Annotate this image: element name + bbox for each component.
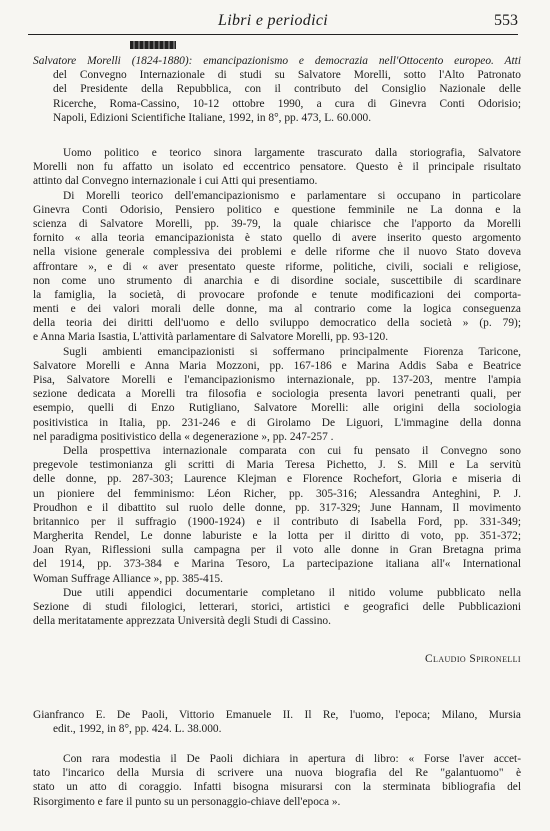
- body-line: Joan Ryan, Riflessioni sulla campagna per il voto alle donne in Gran Bretagna prima: [33, 544, 521, 557]
- review1-signature-block: [33, 652, 521, 666]
- citation-line: Salvatore Morelli (1824-1880): emancipazionismo e democrazia nell'Ottocento europeo. Atti: [33, 55, 521, 67]
- review2-body: [33, 752, 521, 809]
- body-line: nella visione generale complessiva dei problemi e delle riforme che il nuovo Stato doveva: [33, 246, 521, 259]
- body-line: attinto dal Convegno internazionale i cui Atti qui presentiamo.: [33, 175, 318, 188]
- body-line: della meritatamente apprezzata Università degli Studi di Cassino.: [33, 615, 331, 628]
- body-line: Ginevra Conti Odorisio, Pensiero politico e questione femminile ne La donna e la: [33, 203, 521, 216]
- body-line: Sugli ambienti emancipazionisti si soffermano principalmente Fiorenza Taricone,: [63, 345, 521, 358]
- body-line: Della prospettiva internazionale comparata con cui fu pensato il Convegno sono: [63, 444, 521, 457]
- body-line: menti e dei valori morali delle donne, ma al contrario come la logica conseguenza: [33, 303, 521, 316]
- body-line: esempio, quelli di Enzo Rutigliano, Salvatore Morelli: alle origini della sociologia: [33, 402, 521, 415]
- body-line: delle donne, pp. 287-303; Laurence Klejman e Florence Rochefort, Gloria e miseria di: [33, 473, 521, 486]
- running-header: [28, 12, 518, 34]
- body-line: non come uno strumento di anarchia e di disordine sociale, suscettibile di scardinare: [33, 274, 521, 287]
- body-line: un pioniere del femminismo: Léon Richer, pp. 305-316; Alessandra Anteghini, P. J.: [33, 487, 521, 500]
- body-line: Uomo politico e teorico sinora largamente trascurato dalla storiografia, Salvatore: [63, 147, 521, 159]
- body-line: scienza di Salvatore Morelli, pp. 39-79, la quale chiarisce che l'apporto da Morelli: [33, 217, 521, 230]
- body-line: fornito « alla teoria emancipazionista è stato quello di avere inserito questo argomento: [33, 232, 521, 245]
- body-line: pregevole testimonianza gli scritti di Maria Teresa Pichetto, J. S. Mill e La servitù: [33, 459, 521, 472]
- citation-line: Gianfranco E. De Paoli, Vittorio Emanuele II. Il Re, l'uomo, l'epoca; Milano, Mursia: [33, 709, 521, 721]
- running-title: Libri e periodici: [218, 12, 328, 29]
- review2-citation: [33, 708, 521, 736]
- body-line: positivistica in Italia, pp. 231-246 e di Girolamo De Liguori, L'immagine della donna: [33, 416, 521, 429]
- body-line: stato un atto di coraggio. Infatti bisogna misurarsi con la sterminata bibliografia del: [33, 781, 521, 794]
- reviewer-signature: Claudio Spironelli: [425, 653, 521, 665]
- body-line: nel paradigma positivistico della « degenerazione », pp. 247-257 .: [33, 430, 334, 443]
- body-line: della teoria dei diritti dell'uomo e dello sviluppo democratico della società » (p. 79);: [33, 317, 521, 330]
- citation-line: del Presidente della Repubblica, con il contributo del Consiglio Nazionale delle: [53, 83, 521, 96]
- body-line: Pisa, Salvatore Morelli e l'emancipazionismo internazionale, pp. 137-203, mentre l'ampia: [33, 374, 521, 386]
- page-number: 553: [494, 12, 518, 29]
- redaction-mark: [130, 41, 176, 49]
- body-line: Morelli non fu affatto un isolato ed eccentrico pensatore. Questo è il principale risultato: [33, 161, 521, 174]
- body-line: Salvatore Morelli e Anna Maria Mozzoni, pp. 167-186 e Marina Addis Saba e Beatrice: [33, 359, 521, 372]
- body-line: Woman Suffrage Alliance », pp. 385-415.: [33, 572, 223, 585]
- body-line: tato l'incarico della Mursia di scrivere una nuova biografia del Re "galantuomo" è: [33, 767, 521, 780]
- body-line: britannico per il suffragio (1900-1924) e il contributo di Isabella Ford, pp. 331-349;: [33, 515, 521, 528]
- body-line: Con rara modestia il De Paoli dichiara in apertura di libro: « Forse l'aver accet-: [63, 753, 521, 765]
- body-line: sezione dedicata a Morelli tra filosofia e sociologia presenta lavori penetranti quali, per: [33, 388, 521, 401]
- body-line: Sezione di studi filologici, letterari, storici, artistici e geografici delle Pubblicazioni: [33, 601, 521, 613]
- citation-line: Ricerche, Roma-Cassino, 10-12 ottobre 1990, a cura di Ginevra Conti Odorisio;: [53, 97, 521, 110]
- body-line: Margherita Rendel, Le donne laburiste e la lotta per il diritto di voto, pp. 351-372;: [33, 530, 521, 543]
- body-line: del 1914, pp. 373-384 e Marina Tesoro, La partecipazione italiana all'« International: [33, 558, 521, 571]
- body-line: affrontare », e di « aver presentato queste riforme, politiche, civili, sociali e religiose,: [33, 260, 521, 273]
- body-line: Risorgimento e fare il punto su un personaggio-chiave dell'epoca ».: [33, 795, 341, 808]
- citation-line: edit., 1992, in 8°, pp. 424. L. 38.000.: [53, 723, 222, 736]
- body-line: la famiglia, la società, di provocare profonde e tenute modificazioni dei comporta-: [33, 288, 521, 301]
- body-line: Di Morelli teorico dell'emancipazionismo e parlamentare si occupano in particolare: [63, 189, 521, 202]
- citation-line: del Convegno Internazionale di studi su Salvatore Morelli, sotto l'Alto Patronato: [53, 69, 521, 82]
- body-line: Proudhon e il dibattito sul ruolo delle donne, pp. 317-329; June Hannam, Il movimento: [33, 501, 521, 514]
- review1-citation: [33, 54, 521, 125]
- body-line: Due utili appendici documentarie completano il nitido volume pubblicato nella: [63, 586, 521, 599]
- citation-line: Napoli, Edizioni Scientifiche Italiane, 1992, in 8°, pp. 473, L. 60.000.: [53, 111, 372, 124]
- review1-body: [33, 146, 521, 628]
- header-rule: [28, 34, 518, 35]
- body-line: e Anna Maria Isastia, L'attività parlamentare di Salvatore Morelli, pp. 93-120.: [33, 331, 389, 344]
